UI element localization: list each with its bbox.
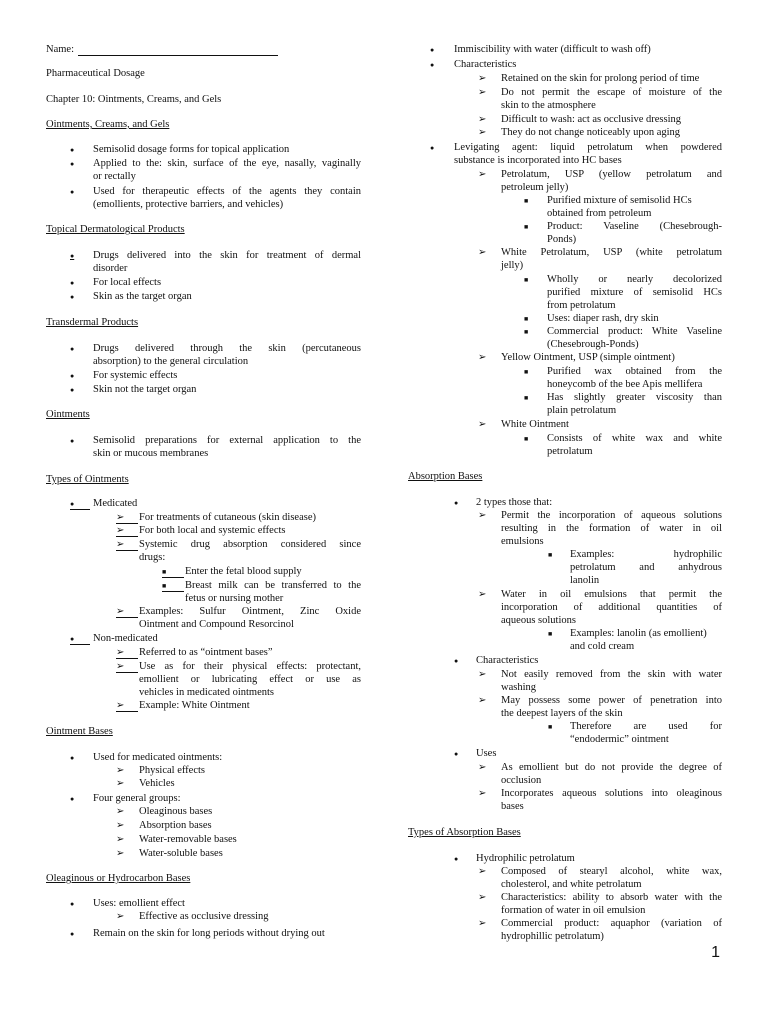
arrow-bullet-icon (116, 805, 124, 818)
arrow-bullet-icon (478, 588, 486, 601)
bullet-icon (70, 249, 74, 263)
list-item: jelly) (501, 260, 524, 271)
bullet-icon (70, 276, 74, 290)
bullet-icon (430, 43, 434, 57)
list-item: the deepest layers of the skin (501, 708, 623, 719)
arrow-bullet-icon (478, 668, 486, 681)
list-item: Therefore are used for (570, 721, 722, 732)
square-bullet-icon (524, 432, 528, 446)
list-item: emulsions (501, 536, 544, 547)
bullet-icon (70, 927, 74, 941)
arrow-bullet-icon (478, 168, 486, 181)
list-item: Semisolid preparations for external application to the (93, 435, 361, 446)
list-item: disorder (93, 263, 128, 274)
page-number: 1 (711, 944, 720, 961)
list-item: Breast milk can be transferred to the (185, 580, 361, 591)
arrow-bullet-icon (478, 72, 486, 85)
arrow-bullet-icon (116, 764, 124, 777)
arrow-bullet-icon (116, 833, 124, 846)
list-item: Water-soluble bases (139, 848, 223, 859)
arrow-bullet-icon (478, 351, 486, 364)
list-item: Absorption bases (139, 820, 212, 831)
list-item: purified mixture of semisolid HCs (547, 287, 722, 298)
list-item: Retained on the skin for prolong period of time (501, 73, 700, 84)
list-item: Medicated (93, 498, 138, 509)
arrow-bullet-icon (478, 126, 486, 139)
list-item: aqueous solutions (501, 615, 576, 626)
list-item: Do not permit the escape of moisture of the (501, 87, 722, 98)
underline-mark (162, 577, 184, 578)
chapter-title: Chapter 10: Ointments, Creams, and Gels (46, 94, 222, 105)
list-item: Use as for their physical effects: protectant, (139, 661, 361, 672)
list-item: Remain on the skin for long periods without drying out (93, 928, 325, 939)
list-item: Drugs delivered through the skin (percutaneous (93, 343, 361, 354)
list-item: Commercial product: aquaphor (variation of (501, 918, 722, 929)
list-item: White Petrolatum, USP (white petrolatum (501, 247, 722, 258)
list-item: As emollient but do not provide the degree of (501, 762, 722, 773)
bullet-icon (70, 157, 74, 171)
list-item: incorporation of additional quantities of (501, 602, 722, 613)
section-heading: Ointment Bases (46, 726, 113, 737)
list-item: Not easily removed from the skin with water (501, 669, 722, 680)
underline-mark (116, 536, 138, 537)
list-item: Drugs delivered into the skin for treatment of dermal (93, 250, 361, 261)
list-item: Wholly or nearly decolorized (547, 274, 722, 285)
square-bullet-icon (548, 627, 552, 641)
list-item: May possess some power of penetration into (501, 695, 722, 706)
list-item: Applied to the: skin, surface of the eye, nasally, vaginally (93, 158, 361, 169)
underline-mark (162, 591, 184, 592)
section-heading: Ointments (46, 409, 90, 420)
arrow-bullet-icon (478, 509, 486, 522)
bullet-icon (70, 383, 74, 397)
arrow-bullet-icon (116, 777, 124, 790)
arrow-bullet-icon (478, 917, 486, 930)
section-heading: Absorption Bases (408, 471, 483, 482)
list-item: absorption) to the general circulation (93, 356, 249, 367)
list-item: Uses (476, 748, 497, 759)
list-item: Has slightly greater viscosity than (547, 392, 722, 403)
list-item: Composed of stearyl alcohol, white wax, (501, 866, 722, 877)
arrow-bullet-icon (478, 787, 486, 800)
list-item: Uses: diaper rash, dry skin (547, 313, 659, 324)
bullet-icon (430, 58, 434, 72)
list-item: Oleaginous bases (139, 806, 213, 817)
bullet-icon (70, 897, 74, 911)
bullet-icon (454, 852, 458, 866)
bullet-icon (454, 747, 458, 761)
arrow-bullet-icon (478, 761, 486, 774)
list-item: Incorporates aqueous solutions into oleaginous (501, 788, 722, 799)
list-item: Skin not the target organ (93, 384, 197, 395)
course-title: Pharmaceutical Dosage (46, 68, 145, 79)
bullet-icon (70, 792, 74, 806)
list-item: resulting in the formation of water in oil (501, 523, 722, 534)
list-item: “endodermic” ointment (570, 734, 669, 745)
arrow-bullet-icon (478, 246, 486, 259)
underline-mark (116, 617, 138, 618)
list-item: petrolatum (547, 446, 593, 457)
list-item: Uses: emollient effect (93, 898, 185, 909)
arrow-bullet-icon (116, 819, 124, 832)
square-bullet-icon (524, 365, 528, 379)
list-item: bases (501, 801, 524, 812)
list-item: occlusion (501, 775, 542, 786)
bullet-icon (70, 434, 74, 448)
list-item: Purified mixture of semisolid HCs (547, 195, 692, 206)
list-item: obtained from petroleum (547, 208, 652, 219)
list-item: White Ointment (501, 419, 569, 430)
list-item: Enter the fetal blood supply (185, 566, 302, 577)
bullet-icon (70, 185, 74, 199)
list-item: emollient or lubricating effect or use as (139, 674, 361, 685)
square-bullet-icon (524, 391, 528, 405)
list-item: Difficult to wash: act as occlusive dressing (501, 114, 682, 125)
list-item: Characteristics: ability to absorb water with the (501, 892, 722, 903)
list-item: 2 types those that: (476, 497, 553, 508)
list-item: vehicles in medicated ointments (139, 687, 275, 698)
underline-mark (116, 672, 138, 673)
list-item: Yellow Ointment, USP (simple ointment) (501, 352, 675, 363)
section-heading: Topical Dermatological Products (46, 224, 185, 235)
list-item: Petrolatum, USP (yellow petrolatum and (501, 169, 722, 180)
list-item: Ponds) (547, 234, 577, 245)
list-item: Vehicles (139, 778, 175, 789)
list-item: hydrophillic petrolatum) (501, 931, 604, 942)
list-item: For treatments of cutaneous (skin disease) (139, 512, 316, 523)
list-item: petrolatum and anhydrous (570, 562, 722, 573)
arrow-bullet-icon (478, 418, 486, 431)
list-item: washing (501, 682, 536, 693)
list-item: skin to the atmosphere (501, 100, 596, 111)
list-item: plain petrolatum (547, 405, 617, 416)
list-item: Used for medicated ointments: (93, 752, 223, 763)
underline-mark (116, 550, 138, 551)
section-heading: Ointments, Creams, and Gels (46, 119, 170, 130)
list-item: They do not change noticeably upon aging (501, 127, 681, 138)
list-item: substance is incorporated into HC bases (454, 155, 622, 166)
list-item: honeycomb of the bee Apis mellifera (547, 379, 703, 390)
arrow-bullet-icon (478, 113, 486, 126)
arrow-bullet-icon (478, 694, 486, 707)
list-item: Permit the incorporation of aqueous solutions (501, 510, 722, 521)
list-item: lanolin (570, 575, 600, 586)
list-item: drugs: (139, 552, 166, 563)
list-item: Systemic drug absorption considered since (139, 539, 361, 550)
list-item: Ointment and Compound Resorcinol (139, 619, 294, 630)
bullet-icon (70, 342, 74, 356)
list-item: petroleum jelly) (501, 182, 569, 193)
square-bullet-icon (548, 548, 552, 562)
section-heading: Oleaginous or Hydrocarbon Bases (46, 873, 191, 884)
list-item: cholesterol, and white petrolatum (501, 879, 642, 890)
section-heading: Transdermal Products (46, 317, 139, 328)
list-item: For local effects (93, 277, 162, 288)
underline-mark (116, 711, 138, 712)
list-item: or rectally (93, 171, 136, 182)
bullet-icon (70, 143, 74, 157)
list-item: Examples: hydrophilic (570, 549, 722, 560)
underline-mark (70, 644, 90, 645)
arrow-bullet-icon (478, 86, 486, 99)
section-heading: Types of Absorption Bases (408, 827, 521, 838)
square-bullet-icon (524, 325, 528, 339)
square-bullet-icon (524, 194, 528, 208)
list-item: Product: Vaseline (Chesebrough- (547, 221, 722, 232)
list-item: For systemic effects (93, 370, 178, 381)
list-item: (emollients, protective barriers, and vehicles) (93, 199, 284, 210)
list-item: Water in oil emulsions that permit the (501, 589, 722, 600)
underline-mark (116, 658, 138, 659)
list-item: Effective as occlusive dressing (139, 911, 269, 922)
list-item: Consists of white wax and white (547, 433, 722, 444)
list-item: Four general groups: (93, 793, 181, 804)
list-item: from petrolatum (547, 300, 616, 311)
list-item: and cold cream (570, 641, 635, 652)
name-blank-line (78, 55, 278, 56)
bullet-icon (70, 369, 74, 383)
list-item: Semisolid dosage forms for topical application (93, 144, 290, 155)
bullet-icon (454, 654, 458, 668)
list-item: Skin as the target organ (93, 291, 192, 302)
arrow-bullet-icon (116, 910, 124, 923)
name-label: Name: (46, 44, 74, 55)
list-item: Example: White Ointment (139, 700, 250, 711)
square-bullet-icon (548, 720, 552, 734)
list-item: Characteristics (476, 655, 539, 666)
underline-mark (70, 509, 90, 510)
list-item: skin or mucous membranes (93, 448, 209, 459)
list-item: Referred to as “ointment bases” (139, 647, 273, 658)
list-item: (Chesebrough-Ponds) (547, 339, 639, 350)
arrow-bullet-icon (478, 865, 486, 878)
list-item: Immiscibility with water (difficult to wash off) (454, 44, 651, 55)
list-item: For both local and systemic effects (139, 525, 286, 536)
list-item: Levigating agent: liquid petrolatum when powdered (454, 142, 722, 153)
section-heading: Types of Ointments (46, 474, 129, 485)
list-item: Water-removable bases (139, 834, 237, 845)
arrow-bullet-icon (478, 891, 486, 904)
bullet-icon (70, 290, 74, 304)
list-item: Examples: Sulfur Ointment, Zinc Oxide (139, 606, 361, 617)
arrow-bullet-icon (116, 847, 124, 860)
list-item: Examples: lanolin (as emollient) (570, 628, 707, 639)
list-item: Hydrophilic petrolatum (476, 853, 575, 864)
bullet-icon (454, 496, 458, 510)
list-item: Used for therapeutic effects of the agents they contain (93, 186, 361, 197)
list-item: Physical effects (139, 765, 205, 776)
list-item: Purified wax obtained from the (547, 366, 722, 377)
bullet-icon (70, 751, 74, 765)
square-bullet-icon (524, 273, 528, 287)
list-item: Non-medicated (93, 633, 158, 644)
list-item: Commercial product: White Vaseline (547, 326, 722, 337)
bullet-icon (430, 141, 434, 155)
square-bullet-icon (524, 220, 528, 234)
list-item: Characteristics (454, 59, 517, 70)
list-item: fetus or nursing mother (185, 593, 284, 604)
list-item: formation of water in oil emulsion (501, 905, 646, 916)
